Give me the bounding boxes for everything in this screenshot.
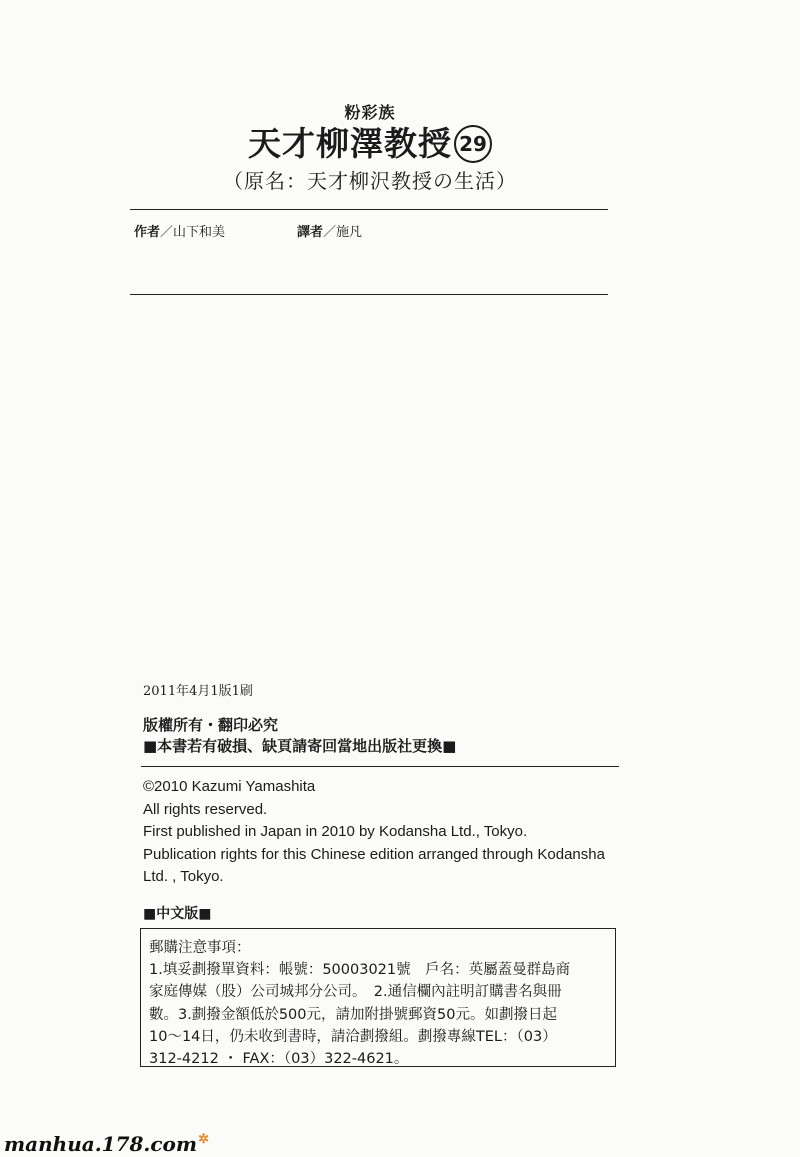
damage-notice: ■本書若有破損、缺頁請寄回當地出版社更換■ (143, 737, 457, 755)
divider-credits (130, 294, 608, 295)
translator-label: 譯者 (297, 225, 324, 240)
divider-rights (141, 766, 619, 767)
star-icon: ✲ (198, 1132, 209, 1147)
watermark-text: manhua.178.com (4, 1132, 198, 1156)
author-name: ／山下和美 (160, 225, 226, 240)
order-notice-line: 1.填妥劃撥單資料：帳號：50003021號 戶名：英屬蓋曼群島商 (149, 962, 571, 979)
author-credit (134, 221, 225, 240)
mail-order-notice-box (140, 928, 616, 1067)
copyright-line: ©2010 Kazumi Yamashita (143, 778, 316, 795)
author-label: 作者 (134, 225, 161, 240)
divider-top (130, 209, 608, 210)
publication-rights-line: Publication rights for this Chinese edition arranged through Kodansha (143, 845, 605, 863)
rights-reserved-line: All rights reserved. (143, 800, 268, 818)
series-label: 粉彩族 (344, 103, 396, 122)
original-title: （原名：天才柳沢教授の生活） (223, 169, 517, 193)
first-published-line: First published in Japan in 2010 by Kodansha Ltd., Tokyo. (143, 823, 528, 840)
publication-rights-line-cont: Ltd. , Tokyo. (143, 868, 224, 885)
translator-name: ／施凡 (323, 225, 363, 240)
book-title (0, 118, 740, 165)
order-notice-line: 10～14日，仍未收到書時，請洽劃撥組。劃撥專線TEL：（03） (149, 1028, 557, 1045)
order-notice-heading: 郵購注意事項： (149, 940, 251, 956)
order-notice-line: 312-4212 ・ FAX：（03）322-4621。 (149, 1051, 409, 1068)
english-copyright-block (143, 776, 605, 889)
edition-date: 2011年4月1版1刷 (143, 684, 253, 699)
translator-credit (297, 221, 362, 240)
order-notice-line: 家庭傳媒（股）公司城邦分公司。 2.通信欄內註明訂購書名與冊 (149, 984, 562, 1001)
copyright-notice: 版權所有・翻印必究 (143, 716, 279, 734)
chinese-edition-label: ■中文版■ (143, 906, 212, 922)
site-watermark (4, 1132, 209, 1156)
title-text: 天才柳澤教授 (248, 124, 452, 163)
volume-badge: 29 (454, 125, 492, 163)
order-notice-line: 數。3.劃撥金額低於500元，請加附掛號郵資50元。如劃撥日起 (149, 1006, 557, 1023)
